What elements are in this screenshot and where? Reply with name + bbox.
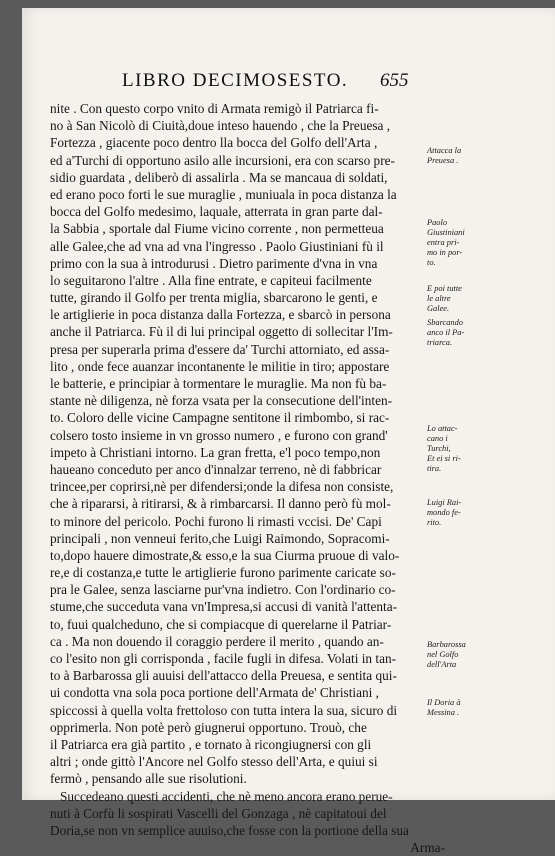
text-line: principali , non venneui ferito,che Luigi Raimondo, Sopracomi- <box>50 530 390 546</box>
margin-note-line: Luigi Rai- <box>427 498 462 507</box>
text-line: nite . Con questo corpo vnito di Armata remigò il Patriarca fi- <box>50 101 379 116</box>
margin-note-line: Sbarcando <box>427 318 463 327</box>
text-line: ed erano poco forti le sue muraglie , muniuala in poca distanza la <box>50 186 397 202</box>
margin-note <box>427 284 462 314</box>
margin-note-line: dell'Arta <box>427 660 457 669</box>
text-line: Doria,se non vn semplice auuiso,che fosse con la portione della sua <box>50 822 409 838</box>
running-title: LIBRO DECIMOSESTO. <box>122 70 349 91</box>
text-line: to,dopo hauere dimostrate,& esso,e la sua Ciurma pruoue di valo- <box>50 547 400 563</box>
margin-note <box>427 318 464 348</box>
margin-note <box>427 498 461 528</box>
margin-note <box>427 424 461 474</box>
text-line: le artiglierie in poca distanza dalla Fortezza, e sbarcò in persona <box>50 307 391 323</box>
text-line: colsero tosto insieme in vn grosso numero , e furono con grand' <box>50 427 388 443</box>
margin-note <box>427 698 461 718</box>
text-line: impeto à Christiani intorno. La gran fretta, e'l poco tempo,non <box>50 444 381 460</box>
margin-note-line: le altre <box>427 294 451 303</box>
text-line: to, fuui qualcheduno, che si compiacque di querelarne il Patriar- <box>50 616 392 632</box>
margin-note-line: Il Doria à <box>427 698 461 707</box>
text-line: anche il Patriarca. Fù il di lui principal oggetto di sollecitar l'Im- <box>50 324 393 340</box>
margin-note-line: Messina . <box>427 708 460 717</box>
margin-note-line: Preuesa . <box>427 156 459 165</box>
margin-note-line: Giustiniani <box>427 228 465 237</box>
text-line: primo con la sua à introdurusi . Dietro parimente d'vna in vna <box>50 255 378 271</box>
margin-note-line: Turchi, <box>427 444 451 453</box>
text-line: spiccossi à quella volta frettoloso con tutta intera la sua, sicuro di <box>50 702 398 718</box>
text-line: altri ; onde gittò l'Ancore nel Golfo stesso dell'Arta, e quiui si <box>50 754 378 770</box>
text-line: alle Galee,che ad vna ad vna l'ingresso . Paolo Giustiniani fù il <box>50 238 384 254</box>
text-line: lo seguitarono l'altre . Alla fine entrate, e capiteui facilmente <box>50 272 372 288</box>
margin-note-line: rito. <box>427 518 442 527</box>
catchword: Arma- <box>410 840 445 856</box>
text-line: haueano conceduto per anco d'innalzar terreno, nè di fabbricar <box>50 461 382 477</box>
text-line: to. Coloro delle vicine Campagne sentitone il rimbombo, si rac- <box>50 410 390 426</box>
margin-note-line: Lo attac- <box>427 424 458 433</box>
margin-note-line: tira. <box>427 464 442 473</box>
margin-note-line: E poi tutte <box>427 284 462 293</box>
text-line: stume,che succeduta vana vn'Impresa,si accusi di vanità l'attenta- <box>50 599 398 615</box>
text-line: la Sabbia , sportale dal Fiume vicino corrente , non permetteua <box>50 221 384 237</box>
text-line: no à San Nicolò di Ciuità,doue inteso hauendo , che la Preuesa , <box>50 118 391 134</box>
margin-note-line: cano i <box>427 434 448 443</box>
margin-note-line: nel Golfo <box>427 650 459 659</box>
text-line: opprimerla. Non potè però giugnerui opportuno. Trouò, che <box>50 719 367 735</box>
text-line: il Patriarca era già partito , e tornato à ricongiugnersi con gli <box>50 736 372 752</box>
text-line: ed a'Turchi di opportuno asilo alle incursioni, era con scarso pre- <box>50 152 395 168</box>
text-line: ca . Ma non douendo il coraggio perdere il merito , quando an- <box>50 633 384 649</box>
page-header <box>22 70 555 96</box>
margin-note-line: Et ei si ri- <box>427 454 461 463</box>
margin-note-line: mondo fe- <box>427 508 461 517</box>
text-line: lito , onde fece auanzar incontanente le militie in tiro; appostare <box>50 358 390 374</box>
text-line: to à Barbarossa gli auuisi dell'attacco della Preuesa, e sentita qui- <box>50 668 397 684</box>
book-page <box>22 8 555 856</box>
text-line: presa per superarla prima d'essere da' Turchi attorniato, ed assa- <box>50 341 390 357</box>
text-line: Fortezza , giacente poco dentro lla bocca del Golfo dell'Arta , <box>50 135 378 151</box>
text-line: re,e di costanza,e tutte le artiglierie furono parimente caricate so- <box>50 565 396 581</box>
text-line: che à ripararsi, à ritirarsi, & à rimbarcarsi. Il danno però fù mol- <box>50 496 391 512</box>
text-line: tutte, girando il Golfo per trenta miglia, sbarcarono le genti, e <box>50 290 378 306</box>
text-line: co l'esito non gli corrisponda , facile fugli in difesa. Volati in tan- <box>50 651 397 666</box>
text-line: nuti à Corfù li sospirati Vascelli del Gonzaga , nè capitatoui del <box>50 805 387 821</box>
text-line: to minore del pericolo. Pochi furono li rimasti vccisi. De' Capi <box>50 513 382 529</box>
margin-note-line: Galee. <box>427 304 450 313</box>
body-text <box>50 100 445 856</box>
margin-note-line: mo in por- <box>427 248 463 257</box>
margin-note-line: Barbarossa <box>427 640 466 649</box>
text-line: stante nè diligenza, nè forza vsata per la consecutione dell'inten- <box>50 393 393 409</box>
text-line: bocca del Golfo medesimo, laquale, atterrata in gran parte dal- <box>50 204 383 220</box>
margin-note-line: triarca. <box>427 338 453 347</box>
margin-note <box>427 146 461 166</box>
margin-note <box>427 640 466 670</box>
text-line: fermò , pensando alle sue risolutioni. <box>50 771 247 787</box>
text-line: ui condotta vna sola poca portione dell'Armata de' Christiani , <box>50 685 380 701</box>
margin-note-line: Attacca la <box>427 146 462 155</box>
margin-note-line: Paolo <box>427 218 448 227</box>
page-number: 655 <box>380 70 409 91</box>
margin-note-line: to. <box>427 258 436 267</box>
text-line: pra le Galee, senza lasciarne pur'vna indietro. Con l'ordinario co- <box>50 582 396 598</box>
text-line: le batterie, e principiar à tormentare le muraglie. Ma non fù ba- <box>50 376 387 391</box>
text-line: Succedeano questi accidenti, che nè meno ancora erano perue- <box>60 788 393 804</box>
margin-note-line: entra pri- <box>427 238 460 247</box>
margin-note <box>427 218 465 268</box>
text-line: trincee,per coprirsi,nè per difendersi;onde la difesa non consiste, <box>50 479 394 495</box>
margin-note-line: anco il Pa- <box>427 328 465 337</box>
text-line: sidio guardata , deliberò di assalirla . Ma se mancaua di soldati, <box>50 169 388 185</box>
